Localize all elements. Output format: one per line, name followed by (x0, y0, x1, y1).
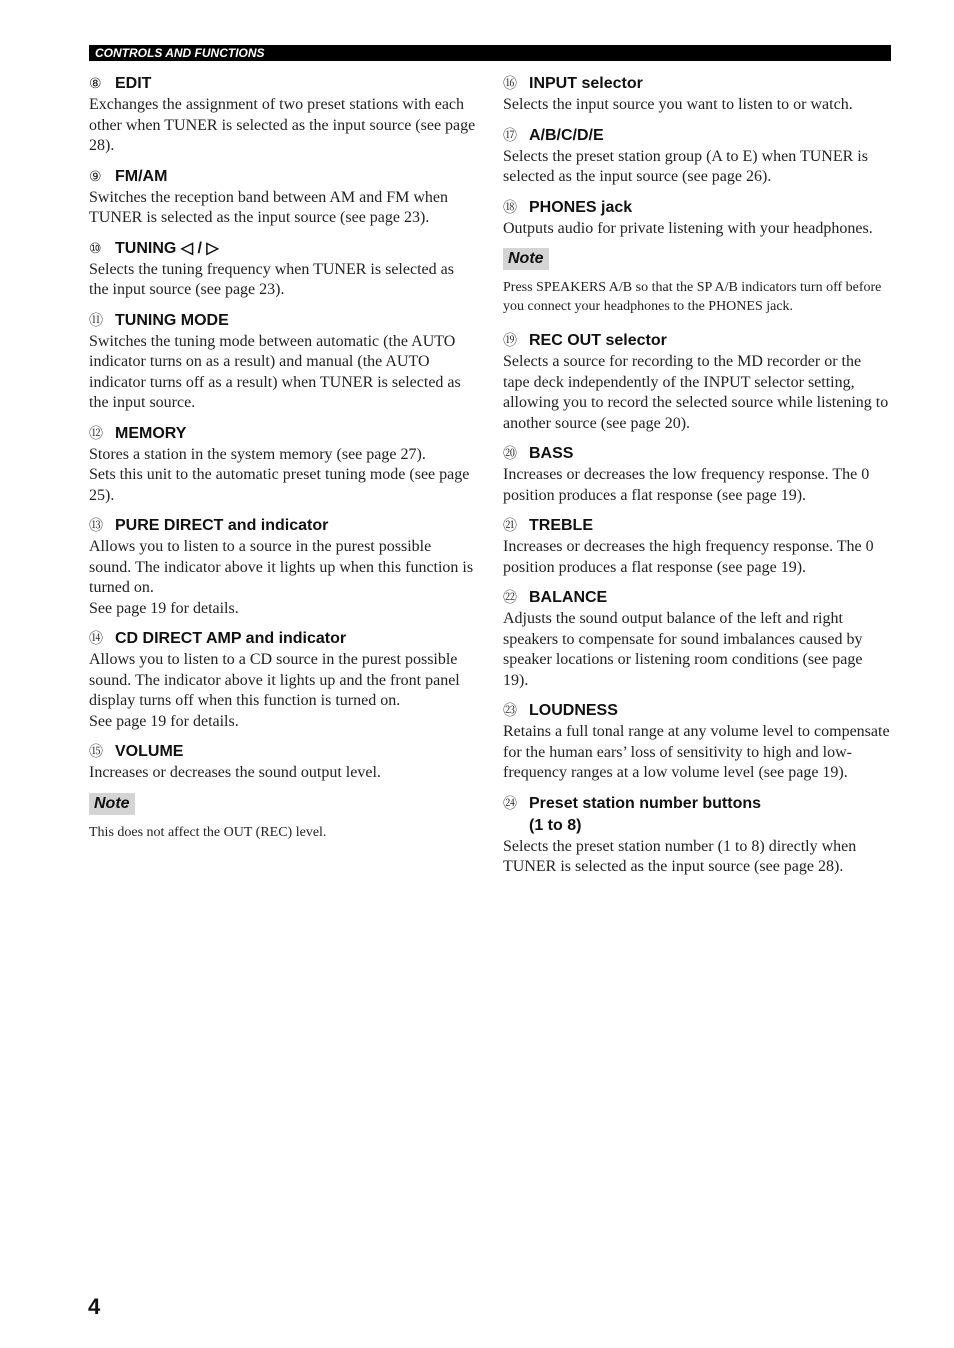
entry-title: PURE DIRECT and indicator (115, 517, 329, 534)
entry-treble (503, 515, 890, 578)
entry-heading (503, 330, 890, 352)
item-number: ㉑ (503, 518, 517, 534)
item-number: ⑮ (89, 744, 103, 760)
entry-description: Selects the preset station group (A to E) when TUNER is selected as the input source (see page 26). (503, 147, 868, 185)
entry-description: Allows you to listen to a source in the purest possible sound. The indicator above it lights up when this function is turned on. (89, 538, 474, 596)
entry-loudness (503, 700, 890, 784)
entry-title: REC OUT selector (529, 332, 667, 349)
entry-description: Selects the input source you want to listen to or watch. (503, 96, 853, 113)
entry-title: FM/AM (115, 167, 168, 185)
entry-heading (503, 515, 890, 537)
entry-heading (503, 443, 890, 465)
entry-description: Switches the tuning mode between automatic (the AUTO indicator turns on as a result) and manual (the AUTO indicator turns off as a result) when TUNER is selected as the input source. (89, 332, 461, 411)
entry-description: Selects the tuning frequency when TUNER is selected as the input source (see page 23). (89, 260, 454, 298)
item-number: ⑳ (503, 446, 517, 462)
item-number: ⑯ (503, 76, 517, 92)
item-number: ㉔ (503, 795, 517, 812)
entry-cd-direct-amp (89, 628, 476, 732)
entry-description: Increases or decreases the sound output level. (89, 764, 381, 781)
entry-title: MEMORY (115, 424, 187, 442)
entry-title: BALANCE (529, 589, 608, 606)
note-box (503, 248, 890, 316)
entry-title: CD DIRECT AMP and indicator (115, 630, 347, 647)
entry-heading (89, 73, 476, 95)
item-number: ⑰ (503, 127, 517, 144)
item-number: ⑲ (503, 333, 517, 349)
entry-heading (89, 423, 476, 445)
entry-title-line2: (1 to 8) (529, 816, 582, 834)
item-number: ⑱ (503, 199, 517, 216)
entry-description: Retains a full tonal range at any volume level to compensate for the human ears’ loss of sensitivity to high and low-frequency ranges at a low volume level (see page 19). (503, 723, 890, 781)
entry-title: EDIT (115, 75, 152, 92)
entry-title: Preset station number buttons (529, 794, 762, 812)
entry-description: Switches the reception band between AM and FM when TUNER is selected as the input source (see page 23). (89, 188, 449, 226)
entry-title-block (529, 793, 890, 837)
entry-description-extra: Sets this unit to the automatic preset tuning mode (see page 25). (89, 466, 470, 504)
note-text: This does not affect the OUT (REC) level. (89, 824, 327, 840)
entry-tuning-mode (89, 310, 476, 414)
entry-heading (503, 587, 890, 609)
entry-heading (503, 73, 890, 95)
note-label: Note (89, 793, 135, 815)
entry-description-extra: See page 19 for details. (89, 599, 239, 617)
page-number: 4 (88, 1294, 101, 1319)
entry-input-selector (503, 73, 890, 116)
entry-abcde (503, 125, 890, 188)
entry-title: TUNING ◁ / ▷ (115, 239, 219, 257)
entry-description: Increases or decreases the low frequency response. The 0 position produces a flat response (see page 19). (503, 466, 870, 504)
entry-memory (89, 423, 476, 507)
entry-pure-direct (89, 515, 476, 619)
entry-tuning (89, 238, 476, 301)
entry-title: PHONES jack (529, 198, 633, 216)
entry-heading (503, 793, 890, 837)
item-number: ⑭ (89, 631, 103, 647)
entry-heading (503, 700, 890, 722)
entry-description: Stores a station in the system memory (see page 27). (89, 445, 426, 463)
entry-heading (89, 166, 476, 188)
entry-preset-station-buttons (503, 793, 890, 878)
entry-fm-am (89, 166, 476, 229)
item-number: ⑨ (89, 168, 102, 185)
entry-description: Allows you to listen to a CD source in the purest possible sound. The indicator above it lights up and the front panel display turns off when this function is turned on. (89, 651, 460, 709)
entry-description-extra: See page 19 for details. (89, 712, 239, 730)
entry-heading (89, 310, 476, 332)
note-text: Press SPEAKERS A/B so that the SP A/B indicators turn off before you connect your headphones to the PHONES jack. (503, 280, 882, 314)
entry-rec-out-selector (503, 330, 890, 434)
note-label: Note (503, 248, 549, 270)
note-box (89, 793, 476, 842)
entry-heading (89, 628, 476, 650)
section-header-bar (89, 45, 891, 61)
entry-title: TREBLE (529, 517, 593, 534)
item-number: ⑪ (89, 312, 103, 329)
item-number: ㉒ (503, 590, 517, 606)
item-number: ⑬ (89, 518, 103, 534)
item-number: ㉓ (503, 703, 517, 719)
entry-title: A/B/C/D/E (529, 126, 604, 144)
entry-volume (89, 741, 476, 784)
item-number: ⑩ (89, 240, 102, 257)
entry-heading (503, 197, 890, 219)
entry-title: LOUDNESS (529, 702, 618, 719)
entry-description: Adjusts the sound output balance of the left and right speakers to compensate for sound imbalances caused by speaker locations or listening room conditions (see page 19). (503, 610, 863, 689)
right-column (503, 73, 890, 887)
left-column (89, 73, 476, 856)
entry-edit (89, 73, 476, 157)
entry-heading (89, 238, 476, 260)
entry-description: Exchanges the assignment of two preset stations with each other when TUNER is selected as the input source (see page 28). (89, 96, 476, 154)
entry-description: Selects a source for recording to the MD recorder or the tape deck independently of the INPUT selector setting, allowing you to record the selected source while listening to another source (see page 20). (503, 353, 889, 432)
entry-title: INPUT selector (529, 75, 643, 92)
entry-description: Increases or decreases the high frequency response. The 0 position produces a flat response (see page 19). (503, 538, 874, 576)
entry-description: Outputs audio for private listening with your headphones. (503, 219, 873, 237)
item-number: ⑫ (89, 425, 103, 442)
entry-title: BASS (529, 445, 574, 462)
entry-bass (503, 443, 890, 506)
entry-title: TUNING MODE (115, 311, 229, 329)
entry-description: Selects the preset station number (1 to 8) directly when TUNER is selected as the input source (see page 28). (503, 837, 857, 875)
entry-title: VOLUME (115, 743, 184, 760)
entry-heading (89, 515, 476, 537)
entry-balance (503, 587, 890, 691)
section-title: CONTROLS AND FUNCTIONS (95, 46, 265, 60)
entry-heading (89, 741, 476, 763)
item-number: ⑧ (89, 76, 102, 92)
entry-heading (503, 125, 890, 147)
entry-phones-jack (503, 197, 890, 240)
